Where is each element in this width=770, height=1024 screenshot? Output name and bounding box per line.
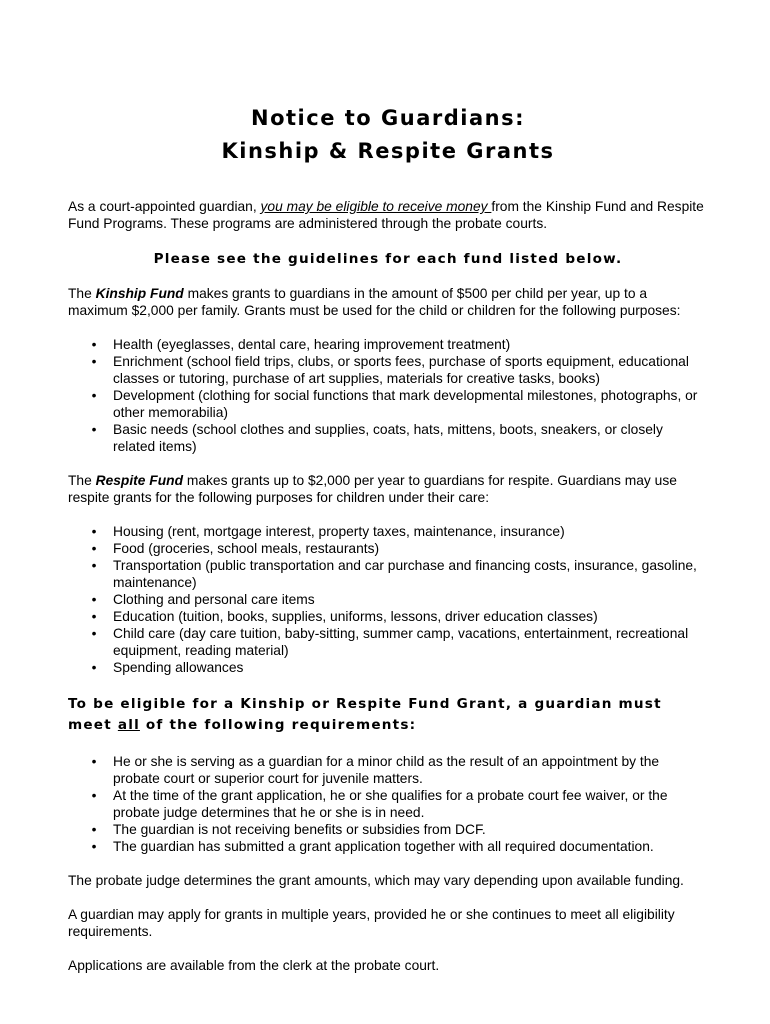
list-item-text: Housing (rent, mortgage interest, property taxes, maintenance, insurance) bbox=[113, 524, 565, 539]
intro-paragraph bbox=[68, 198, 708, 232]
applications-paragraph: Applications are available from the clerk at the probate court. bbox=[68, 958, 440, 973]
eligibility-heading-emphasis: all bbox=[117, 717, 140, 733]
title-line-2: Kinship & Respite Grants bbox=[221, 139, 555, 163]
kinship-fund-paragraph bbox=[68, 285, 708, 319]
list-item bbox=[68, 353, 708, 387]
bullet-icon: • bbox=[91, 839, 97, 854]
list-item-text: Education (tuition, books, supplies, uniforms, lessons, driver education classes) bbox=[113, 609, 598, 624]
list-item bbox=[68, 387, 708, 421]
bullet-icon: • bbox=[91, 660, 97, 675]
grant-amount-paragraph: The probate judge determines the grant amounts, which may vary depending upon available funding. bbox=[68, 873, 684, 888]
list-item bbox=[68, 753, 708, 787]
list-item bbox=[68, 659, 708, 676]
list-item bbox=[68, 625, 708, 659]
bullet-icon: • bbox=[91, 337, 97, 352]
list-item-text: Development (clothing for social functions that mark developmental milestones, photographs, or other memorabilia) bbox=[113, 388, 698, 420]
bullet-icon: • bbox=[91, 541, 97, 556]
multiple-years-paragraph: A guardian may apply for grants in multiple years, provided he or she continues to meet all eligibility requirements. bbox=[68, 907, 675, 939]
list-item-text: The guardian has submitted a grant application together with all required documentation. bbox=[113, 839, 654, 854]
respite-fund-name: Respite Fund bbox=[95, 473, 183, 488]
list-item-text: Child care (day care tuition, baby-sitting, summer camp, vacations, entertainment, recreational equipment, reading material) bbox=[113, 626, 689, 658]
list-item-text: Health (eyeglasses, dental care, hearing improvement treatment) bbox=[113, 337, 511, 352]
list-item-text: Basic needs (school clothes and supplies, coats, hats, mittens, boots, sneakers, or closely related items) bbox=[113, 422, 663, 454]
list-item-text: Enrichment (school field trips, clubs, or sports fees, purchase of sports equipment, educational classes or tutoring, purchase of art supplies, materials for creative tasks, books) bbox=[113, 354, 689, 386]
bullet-icon: • bbox=[91, 388, 97, 403]
list-item-text: Spending allowances bbox=[113, 660, 244, 675]
list-item-text: Food (groceries, school meals, restaurants) bbox=[113, 541, 380, 556]
list-item-text: The guardian is not receiving benefits or subsidies from DCF. bbox=[113, 822, 486, 837]
list-item bbox=[68, 540, 708, 557]
eligibility-heading bbox=[68, 694, 708, 736]
eligibility-requirements-list bbox=[68, 753, 708, 855]
bullet-icon: • bbox=[91, 626, 97, 641]
list-item bbox=[68, 838, 708, 855]
eligibility-heading-end: of the following requirements: bbox=[139, 717, 417, 733]
guidelines-heading: Please see the guidelines for each fund listed below. bbox=[153, 251, 623, 267]
kinship-fund-name: Kinship Fund bbox=[95, 286, 184, 301]
respite-prefix: The bbox=[68, 473, 96, 488]
list-item-text: Clothing and personal care items bbox=[113, 592, 315, 607]
respite-fund-paragraph bbox=[68, 472, 708, 506]
list-item bbox=[68, 608, 708, 625]
title-line-1: Notice to Guardians: bbox=[251, 106, 525, 130]
list-item bbox=[68, 421, 708, 455]
bullet-icon: • bbox=[91, 592, 97, 607]
kinship-prefix: The bbox=[68, 286, 96, 301]
bullet-icon: • bbox=[91, 822, 97, 837]
list-item bbox=[68, 787, 708, 821]
intro-emphasis: you may be eligible to receive money bbox=[260, 199, 492, 214]
list-item bbox=[68, 591, 708, 608]
kinship-purposes-list bbox=[68, 336, 708, 455]
list-item bbox=[68, 523, 708, 540]
list-item bbox=[68, 557, 708, 591]
eligibility-heading-start: To be eligible for a Kinship or Respite Fund Grant, a guardian must meet bbox=[68, 696, 662, 733]
bullet-icon: • bbox=[91, 609, 97, 624]
document-title bbox=[68, 102, 708, 168]
list-item bbox=[68, 821, 708, 838]
bullet-icon: • bbox=[91, 354, 97, 369]
list-item-text: At the time of the grant application, he or she qualifies for a probate court fee waiver, or the probate judge determines that he or she is in need. bbox=[113, 788, 668, 820]
document-page bbox=[68, 102, 708, 974]
respite-description: makes grants up to $2,000 per year to guardians for respite. Guardians may use respite grants for the following purposes for children under their care: bbox=[68, 473, 677, 505]
bullet-icon: • bbox=[91, 524, 97, 539]
intro-text-start: As a court-appointed guardian, bbox=[68, 199, 261, 214]
list-item-text: Transportation (public transportation and car purchase and financing costs, insurance, gasoline, maintenance) bbox=[113, 558, 697, 590]
respite-purposes-list bbox=[68, 523, 708, 676]
bullet-icon: • bbox=[91, 788, 97, 803]
bullet-icon: • bbox=[91, 754, 97, 769]
bullet-icon: • bbox=[91, 558, 97, 573]
list-item-text: He or she is serving as a guardian for a minor child as the result of an appointment by the probate court or superior court for juvenile matters. bbox=[113, 754, 660, 786]
intro-text-end: from the Kinship Fund and Respite Fund Programs. These programs are administered through the probate courts. bbox=[68, 199, 704, 231]
list-item bbox=[68, 336, 708, 353]
kinship-description: makes grants to guardians in the amount of $500 per child per year, up to a maximum $2,000 per family. Grants must be used for the child or children for the following purposes: bbox=[68, 286, 681, 318]
bullet-icon: • bbox=[91, 422, 97, 437]
